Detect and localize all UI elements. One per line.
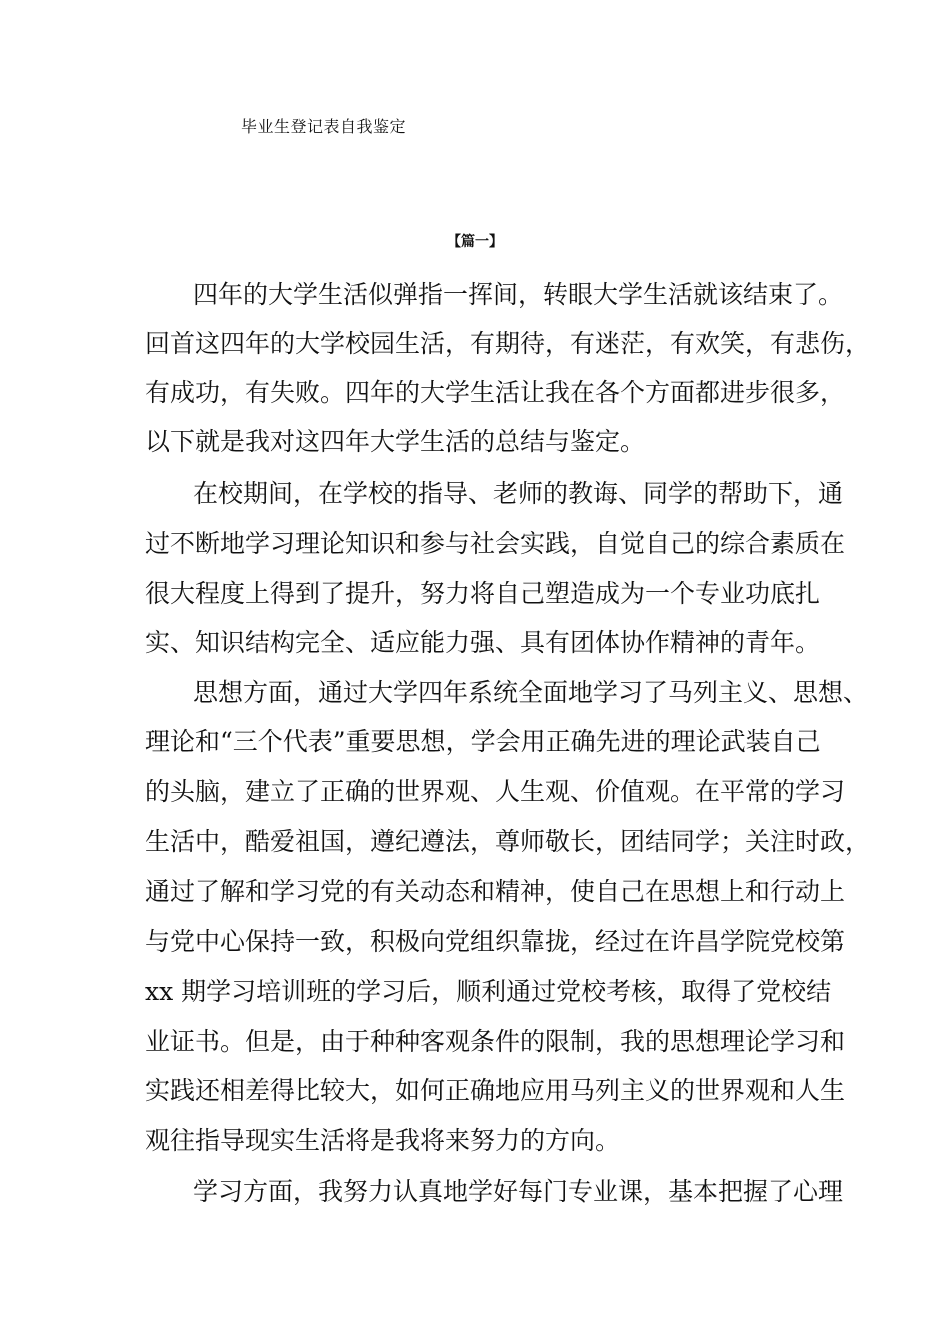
paragraph-line: 过不断地学习理论知识和参与社会实践，自觉自己的综合素质在 [145,529,846,558]
section-heading: 【篇一】 [447,234,503,250]
paragraph-line: 四年的大学生活似弹指一挥间，转眼大学生活就该结束了。 [193,280,844,309]
paragraph-line: 业证书。但是，由于种种客观条件的限制，我的思想理论学习和 [145,1027,846,1056]
paragraph-line: 理论和“三个代表”重要思想，学会用正确先进的理论武装自己 [145,727,821,756]
paragraph-line: 学习方面，我努力认真地学好每门专业课，基本把握了心理 [193,1177,844,1206]
paragraph-line: 思想方面，通过大学四年系统全面地学习了马列主义、思想、 [193,678,869,707]
document-title: 毕业生登记表自我鉴定 [241,117,407,136]
paragraph-line: 有成功，有失败。四年的大学生活让我在各个方面都进步很多， [145,378,846,407]
paragraph-line: 回首这四年的大学校园生活，有期待，有迷茫，有欢笑，有悲伤， [145,329,871,358]
paragraph-line: 的头脑，建立了正确的世界观、人生观、价值观。在平常的学习 [145,777,846,806]
paragraph-line: 在校期间，在学校的指导、老师的教诲、同学的帮助下，通 [193,479,844,508]
paragraph-line: 通过了解和学习党的有关动态和精神，使自己在思想上和行动上 [145,877,846,906]
paragraph-line: 与党中心保持一致，积极向党组织靠拢，经过在许昌学院党校第 [145,927,846,956]
paragraph-line: xx 期学习培训班的学习后，顺利通过党校考核，取得了党校结 [145,977,832,1006]
paragraph-line: 很大程度上得到了提升，努力将自己塑造成为一个专业功底扎 [145,579,821,608]
paragraph-line: 生活中，酷爱祖国，遵纪遵法，尊师敬长，团结同学；关注时政， [145,827,871,856]
paragraph-line: 以下就是我对这四年大学生活的总结与鉴定。 [145,427,646,456]
paragraph-line: 实、知识结构完全、适应能力强、具有团体协作精神的青年。 [145,628,821,657]
paragraph-line: 实践还相差得比较大，如何正确地应用马列主义的世界观和人生 [145,1076,846,1105]
paragraph-line: 观往指导现实生活将是我将来努力的方向。 [145,1126,621,1155]
